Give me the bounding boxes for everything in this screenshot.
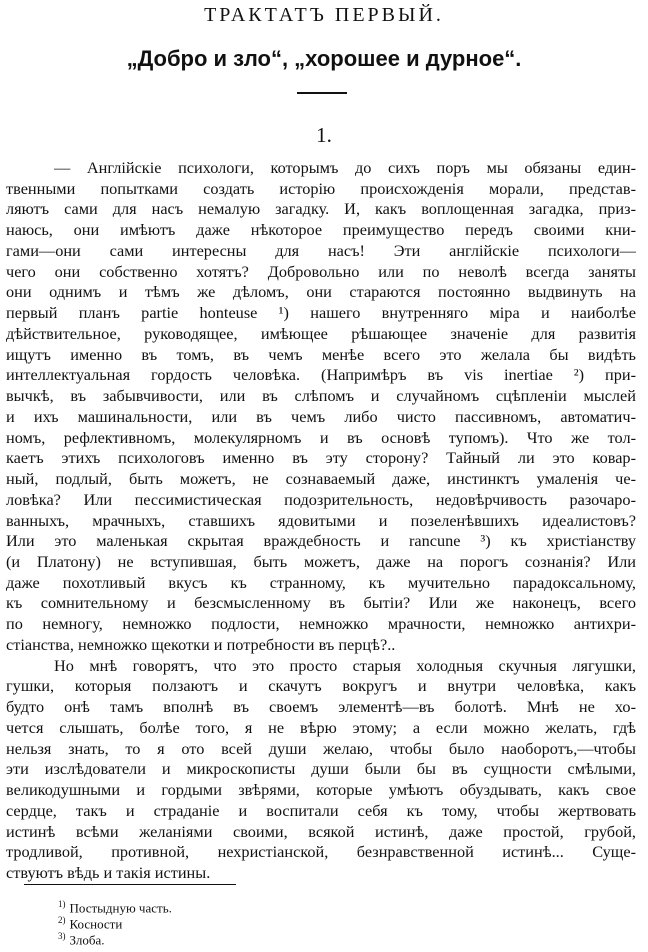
footnote-divider bbox=[24, 884, 236, 885]
footnote-text: Постыдную часть. bbox=[69, 900, 172, 916]
text-line: Но мнѣ говорятъ, что это просто старыя холодныя скучныя лягушки, bbox=[54, 656, 636, 675]
text-line: тродливой, противной, нехристіанской, безнравственной истинѣ... Суще- bbox=[6, 842, 636, 861]
text-line: къ сомнительному и безсмысленному въ бытіи? Или же наконецъ, всего bbox=[6, 593, 636, 612]
text-line: — Англійскіе психологи, которымъ до сихъ поръ мы обязаны един- bbox=[54, 158, 636, 177]
footnote-text: Злоба. bbox=[69, 932, 105, 948]
text-line: каетъ этихъ психологовъ именно въ эту сторону? Тайный ли это ковар- bbox=[6, 448, 636, 467]
chapter-subtitle: „Добро и зло“, „хорошее и дурное“. bbox=[126, 46, 522, 71]
text-line: гушки, которыя ползаютъ и скачутъ вокругъ и внутри человѣка, какъ bbox=[6, 676, 636, 695]
text-line: Или это маленькая скрытая враждебность и rancune ³) къ христіанству bbox=[6, 531, 636, 550]
text-line: эти изслѣдователи и микроскописты души были бы въ сущности смѣлыми, bbox=[6, 759, 636, 778]
text-line: (и Платону) не вступившая, быть можетъ, даже на порогъ сознанія? Или bbox=[6, 552, 636, 571]
section-number: 1. bbox=[316, 123, 332, 147]
text-line: интеллектуальная гордость человѣка. (Напримѣръ въ vis inertiae ²) при- bbox=[6, 365, 636, 384]
footnote-marker: 3) bbox=[58, 931, 66, 941]
text-line: ванныхъ, мрачныхъ, ставшихъ ядовитыми и позеленѣвшихъ идеалистовъ? bbox=[6, 511, 636, 530]
text-line: чется слышать, болѣе того, я не вѣрю этому; а если можно желать, гдѣ bbox=[6, 718, 636, 737]
title-divider bbox=[297, 92, 347, 94]
text-line: дѣйствительное, руководящее, имѣющее рѣшающее значеніе для развитія bbox=[6, 324, 636, 343]
text-line: ляютъ сами для насъ немалую загадку. И, какъ воплощенная загадка, приз- bbox=[6, 199, 636, 218]
text-line: твенными попытками создать исторію происхожденія морали, представ- bbox=[6, 179, 636, 198]
text-line: даже похотливый вкусъ къ странному, къ мучительно парадоксальному, bbox=[6, 573, 636, 592]
text-line: первый планъ partie honteuse ¹) нашего внутренняго міра и наиболѣе bbox=[6, 303, 636, 322]
treatise-heading: ТРАКТАТЪ ПЕРВЫЙ. bbox=[204, 4, 444, 26]
text-line: чего они собственно хотятъ? Добровольно или по неволѣ всегда заняты bbox=[6, 262, 636, 281]
text-line: ищутъ именно въ томъ, въ чемъ менѣе всего это желала бы видѣть bbox=[6, 345, 636, 364]
footnote-marker: 1) bbox=[58, 899, 66, 909]
text-line: номъ, рефлективномъ, молекулярномъ и въ основѣ тупомъ). Что же тол- bbox=[6, 428, 636, 447]
text-line: истинѣ всѣми желаніями своими, всякой истинѣ, даже простой, грубой, bbox=[6, 822, 636, 841]
text-line: сердце, такъ и страданіе и воспитали себя къ тому, чтобы жертвовать bbox=[6, 801, 636, 820]
footnote-text: Косности bbox=[69, 916, 123, 932]
text-line: нельзя знать, то я ото всей души желаю, чтобы было наоборотъ,—чтобы bbox=[6, 739, 636, 758]
text-line: ствуютъ вѣдь и такія истины. bbox=[6, 863, 211, 882]
footnote bbox=[58, 928, 104, 948]
text-line: ный, подлый, быть можетъ, не сознаваемый даже, инстинктъ умаленія че- bbox=[6, 469, 636, 488]
text-line: стіанства, немножко щекотки и потребности въ перцѣ?.. bbox=[6, 635, 396, 654]
text-line: и ихъ машинальности, или въ чемъ либо чисто пассивномъ, автоматич- bbox=[6, 407, 636, 426]
text-line: они однимъ и тѣмъ же дѣломъ, они стараются постоянно выдвинуть на bbox=[6, 282, 636, 301]
text-line: великодушными и гордыми звѣрями, которые умѣютъ обуздывать, какъ свое bbox=[6, 780, 636, 799]
footnote-marker: 2) bbox=[58, 915, 66, 925]
text-line: будто онѣ тамъ вполнѣ въ своемъ элементѣ—въ болотѣ. Мнѣ не хо- bbox=[6, 697, 636, 716]
text-line: наюсь, они имѣютъ даже нѣкоторое преимущество передъ своими кни- bbox=[6, 220, 636, 239]
text-line: вычкѣ, въ забывчивости, или въ слѣпомъ и случайномъ сцѣпленіи мыслей bbox=[6, 386, 636, 405]
text-line: по немногу, немножко подлости, немножко мрачности, немножко антихри- bbox=[6, 614, 636, 633]
text-line: гами—они сами интересны для насъ! Эти англійскіе психологи— bbox=[6, 241, 636, 260]
text-line: ловѣка? Или пессимистическая подозрительность, недовѣрчивость разочаро- bbox=[6, 490, 636, 509]
